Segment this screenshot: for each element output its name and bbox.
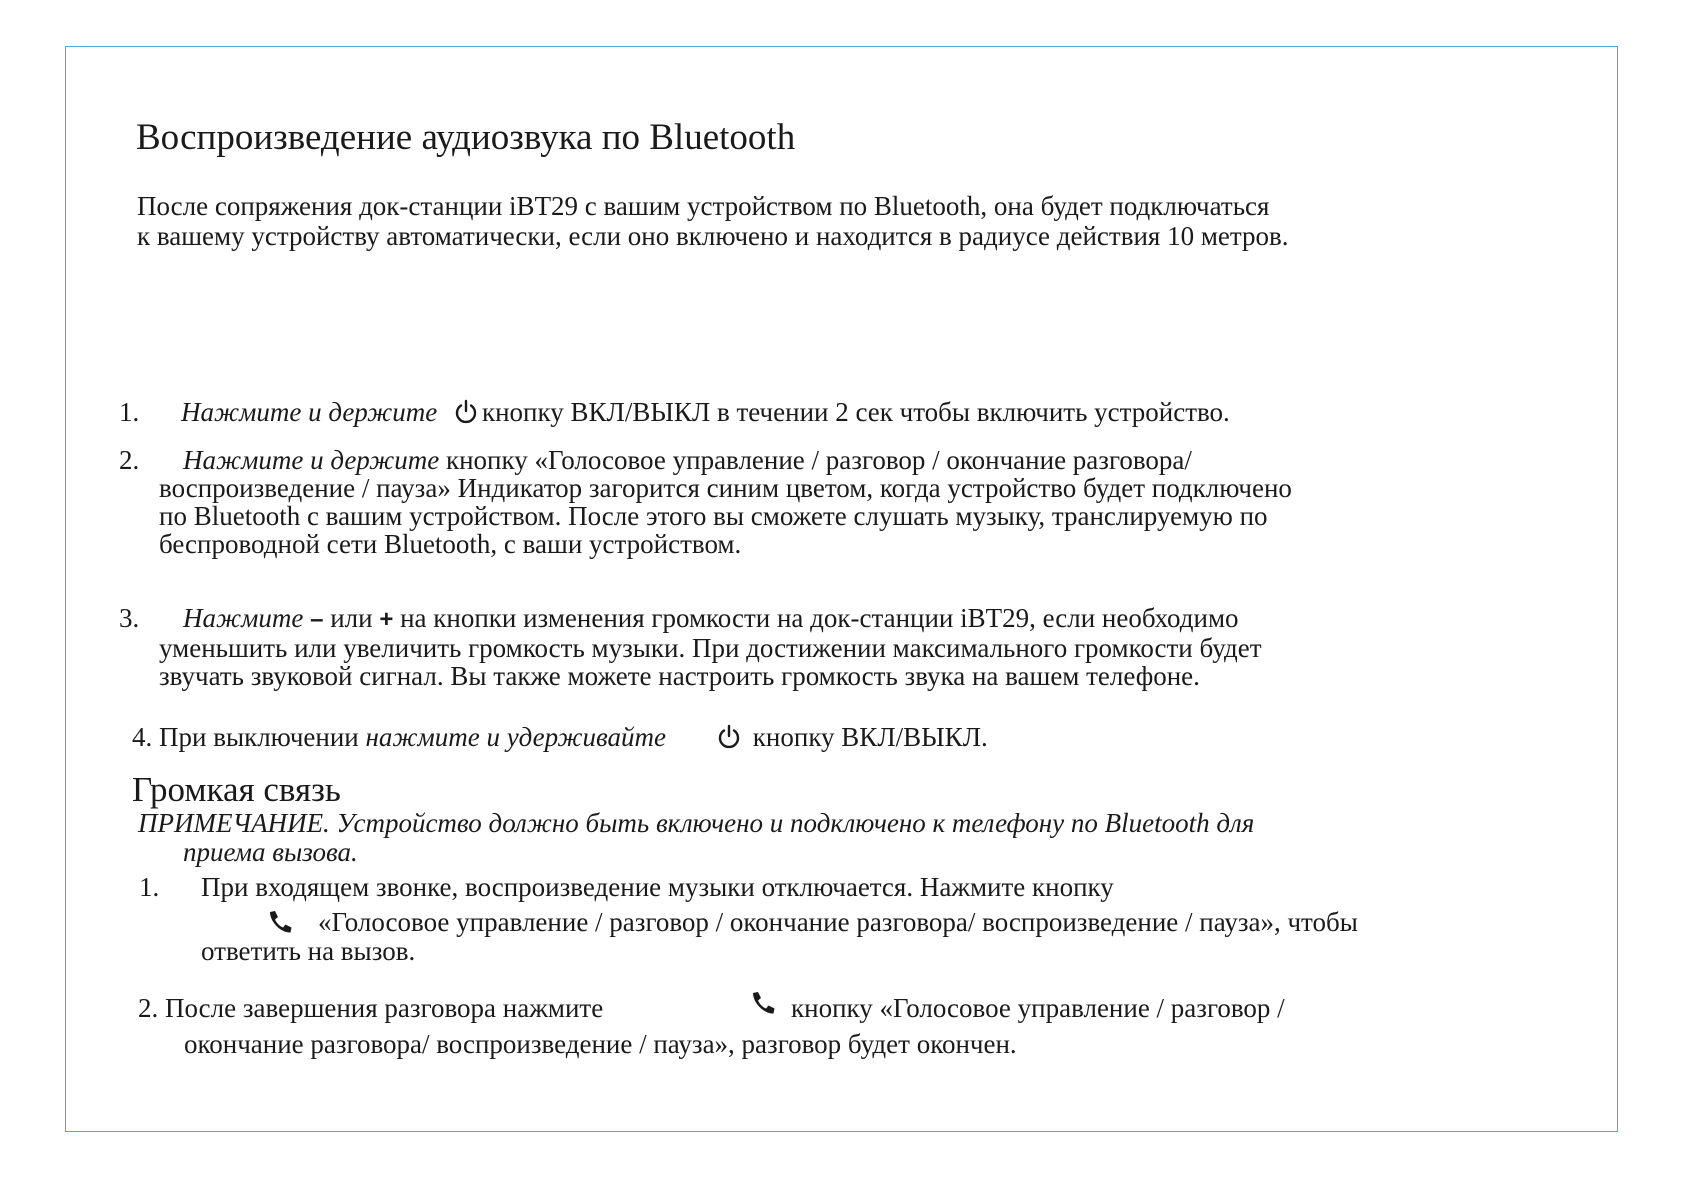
step-number: 2. — [119, 445, 140, 475]
call-step-1-line-2: «Голосовое управление / разговор / окончание разговора/ воспроизведение / пауза», чтобы — [318, 907, 1358, 937]
section-title-speakerphone: Громкая связь — [132, 770, 341, 809]
or-word: или — [330, 603, 373, 633]
step-text-after: кнопку ВКЛ/ВЫКЛ. — [752, 722, 988, 752]
step-text: кнопку «Голосовое управление / разговор / окончание разговора/ — [445, 445, 1192, 475]
step-number: 2. — [138, 993, 159, 1023]
minus-symbol: – — [310, 606, 324, 633]
step-number: 4. — [132, 722, 153, 752]
power-icon — [454, 399, 478, 431]
step-3 — [119, 604, 1239, 634]
step-2-line-2: воспроизведение / пауза» Индикатор загорится синим цветом, когда устройство будет подключено — [159, 473, 1292, 503]
step-2 — [119, 446, 1192, 475]
call-step-2-line-2: окончание разговора/ воспроизведение / пауза», разговор будет окончен. — [184, 1029, 1017, 1059]
step-italic: Нажмите — [183, 603, 304, 633]
step-2-line-4: беспроводной сети Bluetooth, с ваши устройством. — [159, 529, 742, 559]
step-text: При входящем звонке, воспроизведение музыки отключается. Нажмите кнопку — [201, 872, 1114, 902]
step-italic: Нажмите и держите — [181, 397, 438, 427]
step-number: 1. — [119, 397, 140, 427]
step-text-before: При выключении — [159, 722, 359, 752]
step-2-line-3: по Bluetooth с вашим устройством. После этого вы сможете слушать музыку, транслируемую по — [159, 501, 1268, 531]
step-number: 3. — [119, 603, 140, 633]
plus-symbol: + — [379, 606, 394, 633]
power-icon — [717, 724, 741, 756]
step-text-before: После завершения разговора нажмите — [165, 993, 604, 1023]
note-line-2: приема вызова. — [183, 837, 358, 867]
call-step-2 — [138, 994, 603, 1023]
intro-line-1: После сопряжения док-станции iBT29 с вашим устройством по Bluetooth, она будет подключаться — [137, 191, 1270, 221]
phone-icon — [749, 990, 777, 1021]
step-number: 1. — [139, 872, 160, 902]
call-step-2-text-after: кнопку «Голосовое управление / разговор / — [791, 993, 1285, 1023]
section-title-bluetooth-audio: Воспроизведение аудиозвука по Bluetooth — [136, 117, 796, 158]
step-3-line-3: звучать звуковой сигнал. Вы также можете настроить громкость звука на вашем телефоне. — [159, 661, 1200, 691]
note-line-1: ПРИМЕЧАНИЕ. Устройство должно быть включено и подключено к телефону по Bluetooth для — [138, 808, 1255, 838]
call-step-1 — [139, 873, 1114, 902]
step-italic: нажмите и удерживайте — [365, 722, 667, 752]
call-step-1-line-3: ответить на вызов. — [201, 936, 416, 966]
step-3-line-2: уменьшить или увеличить громкость музыки. При достижении максимального громкости будет — [159, 633, 1262, 663]
intro-line-2: к вашему устройству автоматически, если оно включено и находится в радиусе действия 10 метров. — [137, 221, 1289, 251]
step-italic: Нажмите и держите — [183, 445, 440, 475]
step-text: на кнопки изменения громкости на док-станции iBT29, если необходимо — [400, 603, 1239, 633]
step-text: кнопку ВКЛ/ВЫКЛ в течении 2 сек чтобы включить устройство. — [481, 397, 1230, 427]
step-1 — [119, 398, 1230, 431]
step-4 — [132, 723, 988, 756]
